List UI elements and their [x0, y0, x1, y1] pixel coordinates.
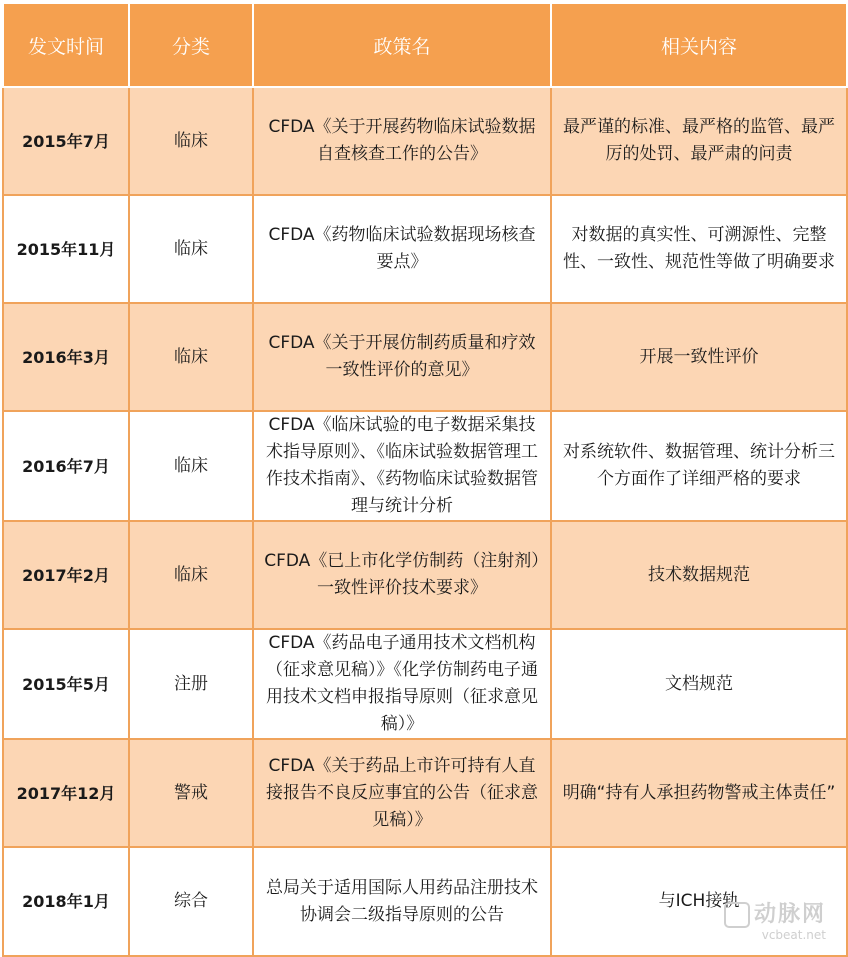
row-content: 开展一致性评价: [551, 303, 847, 411]
row-policy: CFDA《已上市化学仿制药（注射剂）一致性评价技术要求》: [253, 521, 551, 629]
row-date: 2017年2月: [3, 521, 129, 629]
row-category: 临床: [129, 411, 253, 521]
row-content: 明确“持有人承担药物警戒主体责任”: [551, 739, 847, 847]
row-policy: CFDA《药品电子通用技术文档机构（征求意见稿）》《化学仿制药电子通用技术文档申报指导原则（征求意见稿）》: [253, 629, 551, 739]
row-content: 对数据的真实性、可溯源性、完整性、一致性、规范性等做了明确要求: [551, 195, 847, 303]
row-policy: [253, 411, 551, 521]
row-category: 综合: [129, 847, 253, 956]
watermark: [724, 902, 826, 942]
header-content: 相关内容: [551, 3, 847, 87]
row-policy: CFDA《药物临床试验数据现场核查要点》: [253, 195, 551, 303]
table-row: [3, 303, 847, 411]
row-date: 2015年11月: [3, 195, 129, 303]
table-row: [3, 739, 847, 847]
row-policy: 总局关于适用国际人用药品注册技术协调会二级指导原则的公告: [253, 847, 551, 956]
vcbeat-logo-icon: [724, 902, 750, 928]
header-date: 发文时间: [3, 3, 129, 87]
row-date: 2018年1月: [3, 847, 129, 956]
watermark-sub: vcbeat.net: [761, 928, 826, 942]
row-content: 文档规范: [551, 629, 847, 739]
row-category: 临床: [129, 195, 253, 303]
row-date: 2016年3月: [3, 303, 129, 411]
table-row: [3, 629, 847, 739]
row-date: 2017年12月: [3, 739, 129, 847]
row-policy: CFDA《关于药品上市许可持有人直接报告不良反应事宜的公告（征求意见稿）》: [253, 739, 551, 847]
table-row: [3, 847, 847, 956]
row-category: 临床: [129, 303, 253, 411]
row-policy: CFDA《关于开展药物临床试验数据自查核查工作的公告》: [253, 87, 551, 195]
table-row: [3, 521, 847, 629]
table-row: [3, 87, 847, 195]
policy-table: [2, 2, 848, 957]
table-row: [3, 411, 847, 521]
row-date: 2016年7月: [3, 411, 129, 521]
row-content: 对系统软件、数据管理、统计分析三个方面作了详细严格的要求: [551, 411, 847, 521]
row-date: 2015年7月: [3, 87, 129, 195]
row-category: 临床: [129, 87, 253, 195]
row-content: 最严谨的标准、最严格的监管、最严厉的处罚、最严肃的问责: [551, 87, 847, 195]
watermark-main: 动脉网: [753, 902, 826, 927]
row-category: 注册: [129, 629, 253, 739]
row-content: 技术数据规范: [551, 521, 847, 629]
table-header-row: [3, 3, 847, 87]
row-content: 与ICH接轨: [551, 847, 847, 956]
header-policy: 政策名: [253, 3, 551, 87]
row-date: 2015年5月: [3, 629, 129, 739]
header-category: 分类: [129, 3, 253, 87]
row-category: 警戒: [129, 739, 253, 847]
table-row: [3, 195, 847, 303]
row-policy-text: CFDA《临床试验的电子数据采集技术指导原则》、《临床试验数据管理工作技术指南》、《药物临床试验数据管理与统计分析: [266, 415, 538, 516]
row-policy: CFDA《关于开展仿制药质量和疗效一致性评价的意见》: [253, 303, 551, 411]
row-category: 临床: [129, 521, 253, 629]
